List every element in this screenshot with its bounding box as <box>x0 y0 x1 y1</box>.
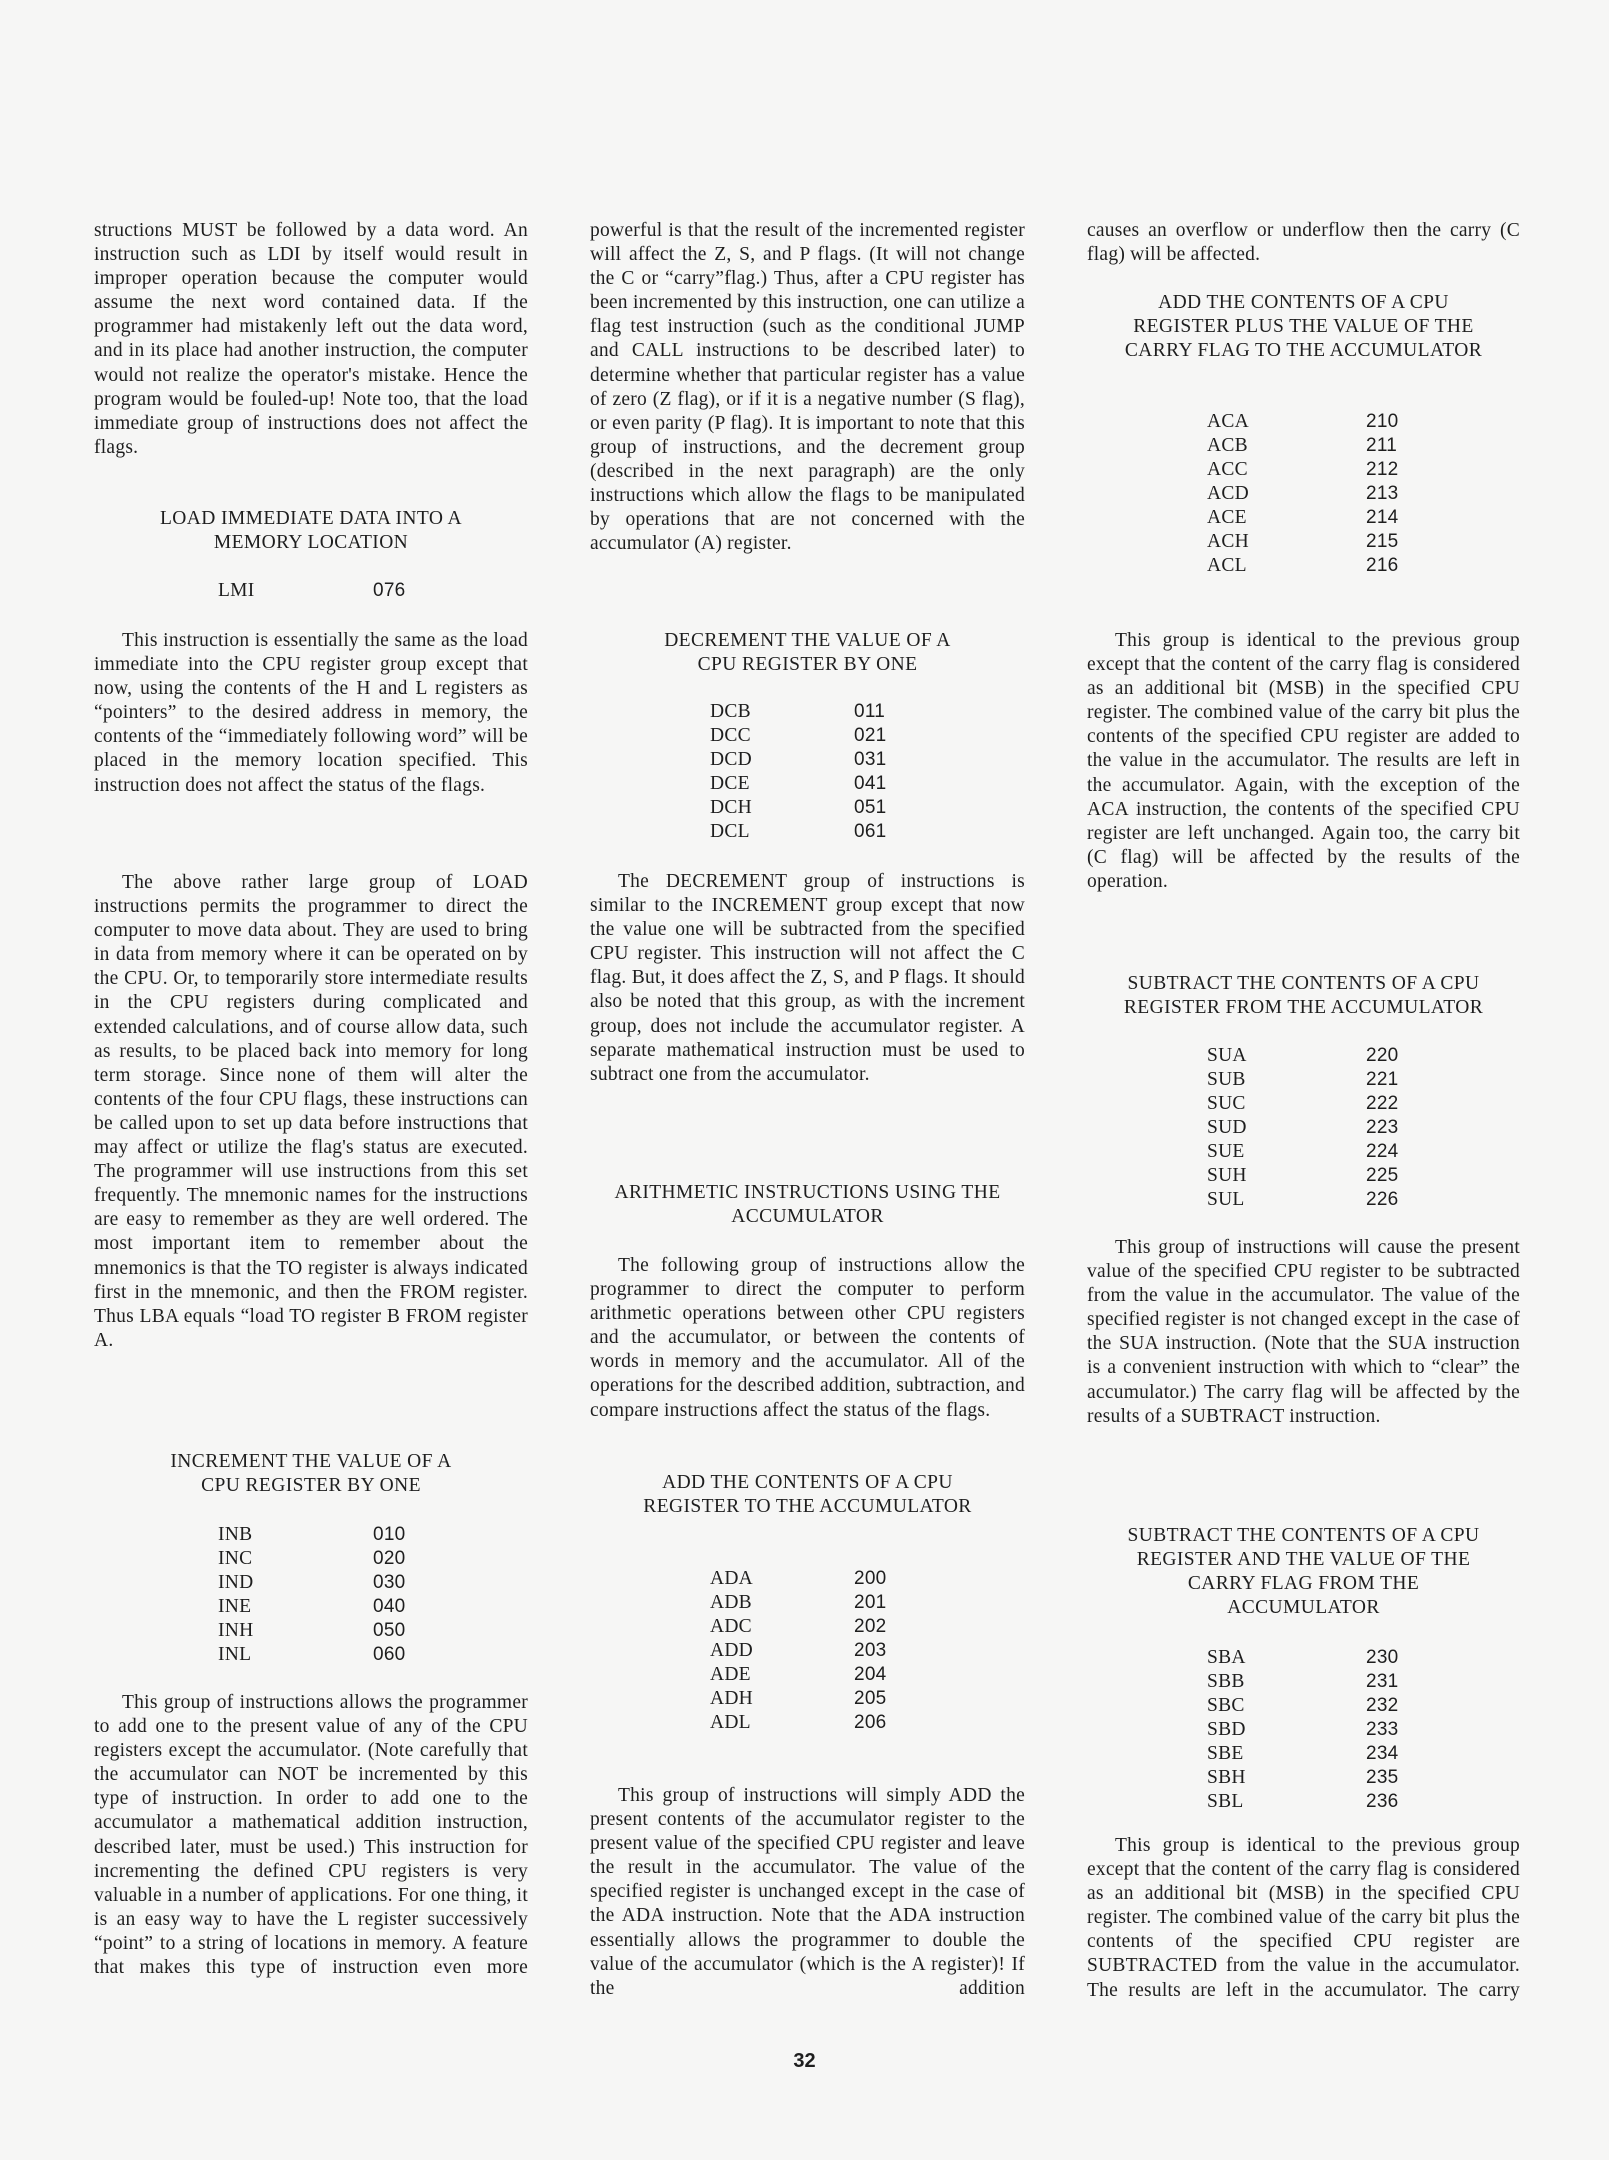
opcode-row <box>1207 1790 1398 1814</box>
heading-line: SUBTRACT THE CONTENTS OF A CPU <box>1127 973 1480 994</box>
octal-code: 060 <box>373 1644 406 1665</box>
heading-line: REGISTER PLUS THE VALUE OF THE <box>1133 316 1474 338</box>
octal-code: 051 <box>854 797 887 818</box>
opcode-row <box>1207 1766 1398 1790</box>
heading-line: INCREMENT THE VALUE OF A <box>170 1451 452 1472</box>
octal-code: 202 <box>854 1616 887 1637</box>
section-heading <box>1087 1524 1520 1620</box>
mnemonic: SUE <box>1207 1141 1245 1162</box>
opcode-row <box>1207 554 1398 578</box>
octal-code: 223 <box>1366 1117 1399 1138</box>
octal-code: 205 <box>854 1688 887 1709</box>
mnemonic: DCD <box>710 749 752 770</box>
opcode-row <box>1207 1140 1398 1164</box>
mnemonic: ACA <box>1207 411 1249 432</box>
opcode-table <box>1207 1044 1398 1212</box>
body-paragraph: The following group of instructions allow the programmer to direct the computer to perform arithmetic operations between other CPU registers and the accumulator, or between the contents of words in memory and the accumulator. All of the operations for the described addition, subtraction, and compare instructions affect the status of the flags. <box>590 1255 1025 1421</box>
section-heading <box>1087 291 1520 363</box>
octal-code: 214 <box>1366 507 1399 528</box>
opcode-row <box>218 1547 405 1571</box>
heading-line: CPU REGISTER BY ONE <box>697 654 918 676</box>
octal-code: 235 <box>1366 1767 1399 1788</box>
mnemonic: DCH <box>710 797 752 818</box>
heading-line: ACCUMULATOR <box>1227 1597 1380 1619</box>
mnemonic: SUL <box>1207 1189 1245 1210</box>
opcode-table <box>710 1567 886 1735</box>
heading-line: LOAD IMMEDIATE DATA INTO A <box>159 508 463 529</box>
mnemonic: ACL <box>1207 555 1247 576</box>
opcode-row <box>1207 1044 1398 1068</box>
mnemonic: INL <box>218 1644 252 1665</box>
mnemonic: ADL <box>710 1712 751 1733</box>
heading-line: ARITHMETIC INSTRUCTIONS USING THE <box>614 1182 1001 1203</box>
opcode-row <box>710 748 886 772</box>
mnemonic: ADD <box>710 1640 753 1661</box>
mnemonic: ADB <box>710 1592 752 1613</box>
octal-code: 231 <box>1366 1671 1399 1692</box>
opcode-row <box>710 1591 886 1615</box>
mnemonic: SBA <box>1207 1647 1246 1668</box>
heading-line: ADD THE CONTENTS OF A CPU <box>1158 292 1449 313</box>
opcode-row <box>1207 530 1398 554</box>
opcode-row <box>710 1567 886 1591</box>
opcode-row <box>218 1571 405 1595</box>
body-paragraph: This group of instructions will simply ADD the present contents of the accumulator register to the present value of the specified CPU register and leave the result in the accumulator. The value of the specified register is unchanged except in the case of the ADA instruction. Note that the ADA instruction essentially allows the programmer to double the value of the accumulator (which is the A register)! If the addition <box>590 1785 1025 1999</box>
mnemonic: ACD <box>1207 483 1249 504</box>
octal-code: 230 <box>1366 1647 1399 1668</box>
mnemonic: ACH <box>1207 531 1249 552</box>
heading-line: DECREMENT THE VALUE OF A <box>664 630 951 651</box>
opcode-row <box>710 1687 886 1711</box>
opcode-row <box>1207 434 1398 458</box>
octal-code: 221 <box>1366 1069 1399 1090</box>
opcode-row <box>1207 1092 1398 1116</box>
body-paragraph: This group of instructions will cause the present value of the specified CPU register to be subtracted from the value in the accumulator. The value of the specified register is not changed except in the case of the SUA instruction. (Note that the SUA instruction is a convenient instruction with which to “clear” the accumulator.) The carry flag will be affected by the results of a SUBTRACT instruction. <box>1087 1237 1520 1427</box>
octal-code: 213 <box>1366 483 1399 504</box>
octal-code: 201 <box>854 1592 887 1613</box>
mnemonic: INH <box>218 1620 254 1641</box>
mnemonic: SBD <box>1207 1719 1246 1740</box>
opcode-row <box>1207 1718 1398 1742</box>
octal-code: 050 <box>373 1620 406 1641</box>
opcode-row <box>1207 1694 1398 1718</box>
heading-line: CPU REGISTER BY ONE <box>201 1475 421 1497</box>
body-paragraph: causes an overflow or underflow then the carry (C flag) will be affected. <box>1087 220 1520 266</box>
opcode-row <box>218 1619 405 1643</box>
body-paragraph: powerful is that the result of the incremented register will affect the Z, S, and P flags. (It will not change the C or “carry”flag.) Thus, after a CPU register has been incremented by this instruction, one can utilize a flag test instruction (such as the conditional JUMP and CALL instructions to be described later) to determine whether that particular register has a value of zero (Z flag), or if it is a negative number (S flag), or even parity (P flag). It is important to note that this group of instructions, and the decrement group (described in the next paragraph) are the only instructions which allow the flags to be manipulated by operations that are not concerned with the accumulator (A) register. <box>590 220 1025 555</box>
octal-code: 076 <box>373 580 406 601</box>
heading-line: REGISTER AND THE VALUE OF THE <box>1136 1549 1471 1571</box>
octal-code: 206 <box>854 1712 887 1733</box>
mnemonic: INE <box>218 1596 252 1617</box>
opcode-row <box>1207 1742 1398 1766</box>
opcode-row <box>1207 1646 1398 1670</box>
octal-code: 010 <box>373 1524 406 1545</box>
octal-code: 226 <box>1366 1189 1399 1210</box>
body-paragraph: This group is identical to the previous group except that the content of the carry flag is considered as an additional bit (MSB) in the specified CPU register. The combined value of the carry bit plus the contents of the specified CPU register are added to the value in the accumulator. The results are left in the accumulator. Again, with the exception of the ACA instruction, the contents of the specified CPU register are left unchanged. Again too, the carry bit (C flag) will be affected by the results of the operation. <box>1087 630 1520 892</box>
opcode-row <box>710 820 886 844</box>
mnemonic: ADE <box>710 1664 751 1685</box>
mnemonic: SUB <box>1207 1069 1246 1090</box>
opcode-row <box>1207 458 1398 482</box>
octal-code: 040 <box>373 1596 406 1617</box>
mnemonic: LMI <box>218 580 255 601</box>
heading-line: ADD THE CONTENTS OF A CPU <box>662 1472 953 1493</box>
octal-code: 061 <box>854 821 887 842</box>
opcode-row <box>1207 1116 1398 1140</box>
mnemonic: SBE <box>1207 1743 1244 1764</box>
octal-code: 011 <box>854 701 886 722</box>
octal-code: 031 <box>854 749 887 770</box>
opcode-row <box>1207 482 1398 506</box>
mnemonic: ADA <box>710 1568 753 1589</box>
body-paragraph: This group is identical to the previous group except that the content of the carry flag is considered as an additional bit (MSB) in the specified CPU register. The combined value of the carry bit plus the contents of the specified CPU register are SUBTRACTED from the value in the accumulator. The results are left in the accumulator. The carry <box>1087 1835 1520 2001</box>
mnemonic: ADC <box>710 1616 752 1637</box>
opcode-row <box>710 724 886 748</box>
mnemonic: SBL <box>1207 1791 1244 1812</box>
body-paragraph: This group of instructions allows the programmer to add one to the present value of any of the CPU registers except the accumulator. (Note carefully that the accumulator can NOT be incremented by this type of instruction. In order to add one to the accumulator a mathematical addition instruction, described later, must be used.) This instruction for incrementing the defined CPU registers is very valuable in a number of applications. For one thing, it is an easy way to have the L register successively “point” to a string of locations in memory. A feature that makes this type of instruction even more <box>94 1692 528 1979</box>
heading-line: CARRY FLAG TO THE ACCUMULATOR <box>1124 340 1483 362</box>
heading-line: CARRY FLAG FROM THE <box>1187 1573 1420 1595</box>
octal-code: 224 <box>1366 1141 1399 1162</box>
octal-code: 021 <box>854 725 887 746</box>
heading-line: REGISTER TO THE ACCUMULATOR <box>643 1496 972 1518</box>
octal-code: 020 <box>373 1548 406 1569</box>
section-heading <box>590 1471 1025 1519</box>
mnemonic: SBH <box>1207 1767 1246 1788</box>
mnemonic: DCE <box>710 773 750 794</box>
opcode-row <box>218 1523 405 1547</box>
octal-code: 234 <box>1366 1743 1399 1764</box>
octal-code: 222 <box>1366 1093 1399 1114</box>
mnemonic: DCL <box>710 821 750 842</box>
mnemonic: SUH <box>1207 1165 1247 1186</box>
octal-code: 220 <box>1366 1045 1399 1066</box>
mnemonic: ACE <box>1207 507 1247 528</box>
octal-code: 215 <box>1366 531 1399 552</box>
octal-code: 030 <box>373 1572 406 1593</box>
section-heading <box>590 629 1025 677</box>
octal-code: 211 <box>1366 435 1398 456</box>
opcode-row <box>1207 1188 1398 1212</box>
mnemonic: IND <box>218 1572 254 1593</box>
mnemonic: SUD <box>1207 1117 1247 1138</box>
opcode-row <box>710 1639 886 1663</box>
section-heading <box>94 1450 528 1498</box>
heading-line: REGISTER FROM THE ACCUMULATOR <box>1123 997 1484 1019</box>
opcode-table <box>1207 410 1398 578</box>
octal-code: 225 <box>1366 1165 1399 1186</box>
opcode-row <box>1207 506 1398 530</box>
heading-line: SUBTRACT THE CONTENTS OF A CPU <box>1127 1525 1480 1546</box>
body-paragraph: This instruction is essentially the same as the load immediate into the CPU register group except that now, using the contents of the H and L registers as “pointers” to the desired address in memory, the contents of the “immediately following word” will be placed in the memory location specified. This instruction does not affect the status of the flags. <box>94 630 528 796</box>
octal-code: 203 <box>854 1640 887 1661</box>
heading-line: MEMORY LOCATION <box>213 532 409 554</box>
octal-code: 232 <box>1366 1695 1399 1716</box>
body-paragraph: structions MUST be followed by a data word. An instruction such as LDI by itself would result in improper operation because the computer would assume the next word contained data. If the programmer had mistakenly left out the data word, and in its place had another instruction, the computer would not realize the operator's mistake. Hence the program would be fouled-up! Note too, that the load immediate group of instructions does not affect the flags. <box>94 220 528 458</box>
opcode-row <box>1207 1670 1398 1694</box>
section-heading <box>94 507 528 555</box>
octal-code: 236 <box>1366 1791 1399 1812</box>
mnemonic: ACC <box>1207 459 1248 480</box>
section-heading <box>1087 972 1520 1020</box>
octal-code: 233 <box>1366 1719 1399 1740</box>
opcode-row <box>218 579 405 603</box>
octal-code: 210 <box>1366 411 1399 432</box>
mnemonic: INB <box>218 1524 253 1545</box>
opcode-row <box>710 1615 886 1639</box>
mnemonic: DCC <box>710 725 751 746</box>
mnemonic: SUC <box>1207 1093 1246 1114</box>
heading-line: ACCUMULATOR <box>731 1206 884 1228</box>
body-paragraph: The DECREMENT group of instructions is similar to the INCREMENT group except that now the value one will be subtracted from the specified CPU register. This instruction will not affect the C flag. But, it does affect the Z, S, and P flags. It should also be noted that this group, as with the increment group, does not include the accumulator register. A separate mathematical instruction must be used to subtract one from the accumulator. <box>590 871 1025 1085</box>
opcode-row <box>710 1711 886 1735</box>
mnemonic: SBB <box>1207 1671 1245 1692</box>
opcode-row <box>710 772 886 796</box>
octal-code: 200 <box>854 1568 887 1589</box>
mnemonic: ADH <box>710 1688 753 1709</box>
opcode-row <box>710 1663 886 1687</box>
opcode-table <box>218 579 405 603</box>
mnemonic: DCB <box>710 701 751 722</box>
mnemonic: ACB <box>1207 435 1248 456</box>
opcode-row <box>218 1643 405 1667</box>
octal-code: 212 <box>1366 459 1399 480</box>
octal-code: 216 <box>1366 555 1399 576</box>
page-number: 32 <box>793 2050 816 2072</box>
body-paragraph: The above rather large group of LOAD instructions permits the programmer to direct the computer to move data about. They are used to bring in data from memory where it can be operated on by the CPU. Or, to temporarily store intermediate results in the CPU registers during complicated and extended calculations, and of course allow data, such as results, to be placed back into memory for long term storage. Since none of them will alter the contents of the four CPU flags, these instructions can be called upon to set up data before instructions that may affect or utilize the flag's status are executed. The programmer will use instructions from this set frequently. The mnemonic names for the instructions are easy to remember as they are well ordered. The most important item to remember about the mnemonics is that the TO register is always indicated first in the mnemonic, and then the FROM register. Thus LBA equals “load TO register B FROM register A. <box>94 872 528 1351</box>
opcode-row <box>218 1595 405 1619</box>
section-heading <box>590 1181 1025 1229</box>
mnemonic: INC <box>218 1548 253 1569</box>
opcode-row <box>1207 1068 1398 1092</box>
opcode-row <box>1207 1164 1398 1188</box>
octal-code: 204 <box>854 1664 887 1685</box>
opcode-row <box>1207 410 1398 434</box>
mnemonic: SUA <box>1207 1045 1247 1066</box>
octal-code: 041 <box>854 773 887 794</box>
opcode-table <box>218 1523 405 1667</box>
opcode-table <box>1207 1646 1398 1814</box>
opcode-row <box>710 700 886 724</box>
opcode-row <box>710 796 886 820</box>
opcode-table <box>710 700 886 844</box>
mnemonic: SBC <box>1207 1695 1245 1716</box>
